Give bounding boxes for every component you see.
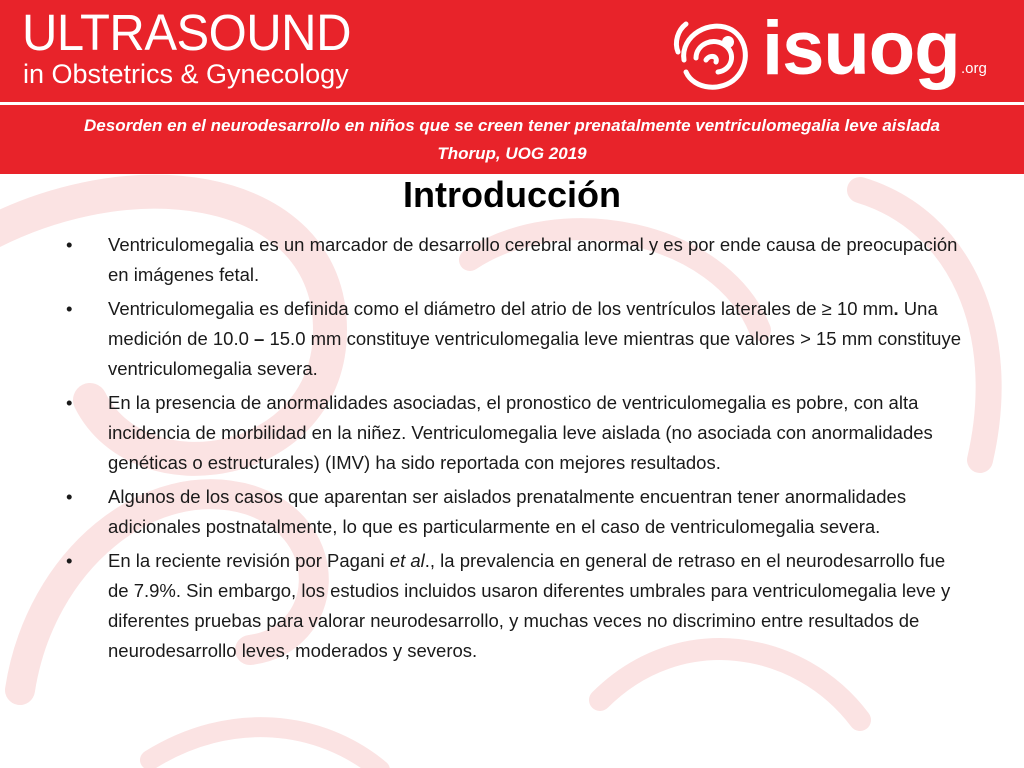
bullet-text-bold-dash: – bbox=[254, 328, 265, 349]
journal-header bbox=[0, 0, 1024, 174]
bullet-text: En la reciente revisión por Pagani bbox=[108, 550, 390, 571]
bullet-item bbox=[66, 482, 966, 542]
article-citation: Thorup, UOG 2019 bbox=[437, 144, 587, 163]
bullet-marker: • bbox=[66, 234, 73, 255]
bullet-text: 15.0 mm constituye ventriculomegalia leve mientras que valores > 15 mm constituye ventriculomegalia severa. bbox=[108, 328, 961, 379]
bullet-marker: • bbox=[66, 486, 73, 507]
isuog-logo-text: isuog bbox=[762, 6, 960, 91]
isuog-logo-suffix: .org bbox=[961, 60, 987, 77]
journal-title: ULTRASOUND bbox=[22, 5, 351, 62]
bullet-text: ., la prevalencia en general de retraso en el neurodesarrollo fue de 7.9%. Sin embargo, los estudios incluidos usaron diferentes umbrales para ventriculomegalia leve y diferentes pruebas para valorar neurodesarrollo, y muchas veces no discrimino entre resultados de neurodesarrollo leves, moderados y severos. bbox=[108, 550, 951, 661]
journal-subtitle: in Obstetrics & Gynecology bbox=[23, 59, 349, 89]
bullet-text: Ventriculomegalia es definida como el diámetro del atrio de los ventrículos laterales de ≥ 10 mm bbox=[108, 298, 894, 319]
bullet-item bbox=[66, 230, 966, 290]
bullet-text: Una medición de 10.0 bbox=[108, 298, 938, 349]
bullet-text: Ventriculomegalia es un marcador de desarrollo cerebral anormal y es por ende causa de preocupación en imágenes fetal. bbox=[108, 234, 958, 285]
bullet-text: Algunos de los casos que aparentan ser aislados prenatalmente encuentran tener anormalidades adicionales postnatalmente, lo que es particularmente en el caso de ventriculomegalia severa. bbox=[108, 486, 907, 537]
slide-title: Introducción bbox=[403, 174, 621, 215]
bullet-item bbox=[66, 294, 966, 384]
bullet-list bbox=[66, 230, 966, 670]
bullet-item bbox=[66, 388, 966, 478]
article-caption bbox=[0, 112, 1024, 168]
bullet-text-bold-period: . bbox=[893, 298, 899, 319]
bullet-marker: • bbox=[66, 550, 73, 571]
bullet-marker: • bbox=[66, 298, 73, 319]
isuog-logo bbox=[670, 6, 1010, 100]
bullet-item bbox=[66, 546, 966, 666]
article-title: Desorden en el neurodesarrollo en niños que se creen tener prenatalmente ventriculomegalia leve aislada bbox=[84, 116, 940, 135]
bullet-text: En la presencia de anormalidades asociadas, el pronostico de ventriculomegalia es pobre, con alta incidencia de morbilidad en la niñez. Ventriculomegalia leve aislada (no asociada con anormalidades genéticas o estructurales) (IMV) ha sido reportada con mejores resultados. bbox=[108, 392, 933, 473]
header-divider bbox=[0, 102, 1024, 105]
bullet-text-italic: et al bbox=[389, 550, 425, 571]
bullet-marker: • bbox=[66, 392, 73, 413]
isuog-fetus-logo-icon bbox=[670, 12, 756, 98]
